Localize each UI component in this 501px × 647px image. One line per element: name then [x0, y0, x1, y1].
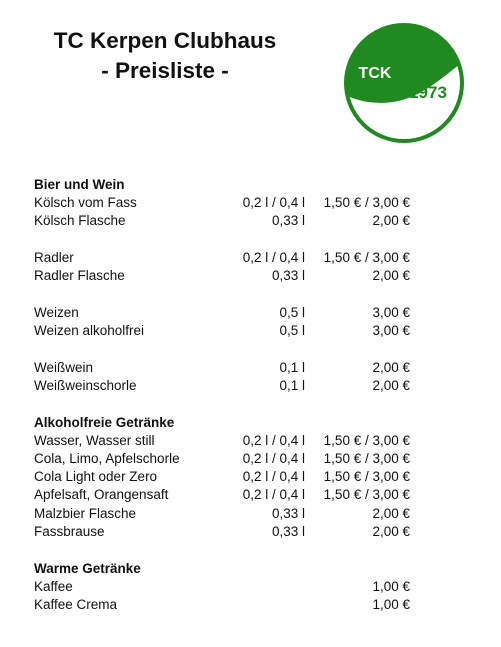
item-price: 2,00 € [372, 523, 410, 539]
item-name: Radler Flasche [34, 268, 125, 284]
price-row [34, 194, 414, 212]
item-name: Weißwein [34, 359, 94, 375]
item-price: 3,00 € [372, 304, 410, 320]
item-name: Cola Light oder Zero [34, 469, 158, 485]
title-line-1: TC Kerpen Clubhaus [53, 28, 277, 53]
price-row [34, 596, 414, 614]
price-row [34, 486, 414, 504]
price-section [34, 560, 414, 615]
price-row [34, 304, 414, 322]
item-name: Apfelsaft, Orangensaft [34, 487, 169, 503]
item-size: 0,1 l [279, 359, 305, 375]
title-line-2: - Preisliste - [101, 58, 229, 83]
item-name: Kaffee Crema [34, 596, 118, 612]
item-name: Weizen [34, 304, 79, 320]
group-spacer [34, 340, 414, 359]
price-row [34, 359, 414, 377]
group-spacer [34, 231, 414, 250]
item-name: Fassbrause [34, 523, 105, 539]
price-row [34, 523, 414, 541]
item-price: 1,50 € / 3,00 € [323, 469, 410, 485]
tck-logo [343, 22, 465, 144]
item-name: Kölsch vom Fass [34, 195, 137, 211]
item-size: 0,1 l [279, 378, 305, 393]
item-name: Weißweinschorle [34, 378, 137, 393]
item-size: 0,5 l [279, 323, 305, 339]
item-name: Kölsch Flasche [34, 213, 126, 229]
price-row [34, 432, 414, 450]
item-price: 2,00 € [372, 505, 410, 521]
item-size: 0,2 l / 0,4 l [242, 195, 305, 211]
price-row [34, 505, 414, 523]
item-name: Weizen alkoholfrei [34, 323, 145, 339]
section-heading: Warme Getränke [34, 560, 141, 576]
item-price: 2,00 € [372, 359, 410, 375]
item-price: 1,50 € / 3,00 € [323, 487, 410, 503]
item-price: 2,00 € [372, 378, 410, 393]
item-price: 1,00 € [372, 578, 410, 594]
price-list [34, 176, 414, 633]
item-price: 1,50 € / 3,00 € [323, 451, 410, 467]
item-name: Cola, Limo, Apfelschorle [34, 451, 180, 467]
logo-year: 1973 [409, 83, 447, 102]
item-size: 0,33 l [271, 213, 305, 229]
item-size: 0,2 l / 0,4 l [242, 451, 305, 467]
item-price: 2,00 € [372, 268, 410, 284]
item-price: 1,00 € [372, 596, 410, 612]
item-size: 0,2 l / 0,4 l [242, 432, 305, 448]
item-price: 1,50 € / 3,00 € [323, 432, 410, 448]
section-heading: Alkoholfreie Getränke [34, 414, 175, 430]
price-row [34, 322, 414, 340]
price-row [34, 249, 414, 267]
logo-text: TCK [358, 65, 392, 82]
item-name: Radler [34, 250, 74, 266]
item-size: 0,33 l [271, 505, 305, 521]
item-size: 0,2 l / 0,4 l [242, 469, 305, 485]
price-section [34, 176, 414, 395]
item-size: 0,33 l [271, 523, 305, 539]
item-price: 1,50 € / 3,00 € [323, 195, 410, 211]
item-size: 0,5 l [279, 304, 305, 320]
price-section [34, 414, 414, 541]
item-price: 2,00 € [372, 213, 410, 229]
page-title [20, 26, 310, 86]
item-name: Kaffee [34, 578, 73, 594]
item-price: 1,50 € / 3,00 € [323, 250, 410, 266]
price-row [34, 267, 414, 285]
item-size: 0,2 l / 0,4 l [242, 487, 305, 503]
item-name: Wasser, Wasser still [34, 432, 155, 448]
item-name: Malzbier Flasche [34, 505, 137, 521]
price-row [34, 468, 414, 486]
item-price: 3,00 € [372, 323, 410, 339]
section-heading: Bier und Wein [34, 177, 125, 192]
price-row [34, 450, 414, 468]
item-size: 0,2 l / 0,4 l [242, 250, 305, 266]
price-row [34, 578, 414, 596]
price-row [34, 212, 414, 230]
price-row [34, 377, 414, 395]
group-spacer [34, 285, 414, 304]
item-size: 0,33 l [271, 268, 305, 284]
